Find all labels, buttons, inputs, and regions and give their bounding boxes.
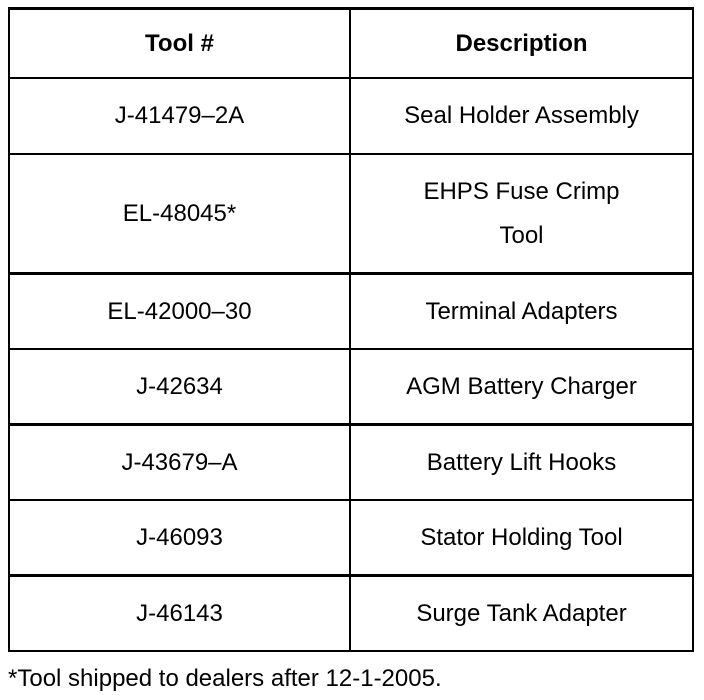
table-row bbox=[9, 349, 693, 425]
table-row bbox=[9, 500, 693, 576]
table-row bbox=[9, 154, 693, 274]
description-cell: Battery Lift Hooks bbox=[350, 425, 693, 501]
header-description: Description bbox=[350, 9, 693, 79]
footnote: *Tool shipped to dealers after 12-1-2005. bbox=[8, 665, 442, 692]
description-text: EHPS Fuse Crimp Tool bbox=[423, 177, 620, 249]
table-row bbox=[9, 274, 693, 350]
tool-number-cell: EL-42000–30 bbox=[9, 274, 350, 350]
header-tool-number: Tool # bbox=[9, 9, 350, 79]
tool-number-cell: J-46093 bbox=[9, 500, 350, 576]
description-cell: Terminal Adapters bbox=[350, 274, 693, 350]
table-row bbox=[9, 78, 693, 154]
description-cell: AGM Battery Charger bbox=[350, 349, 693, 425]
tool-number-cell: J-41479–2A bbox=[9, 78, 350, 154]
description-cell bbox=[350, 154, 693, 274]
tool-number-cell: J-43679–A bbox=[9, 425, 350, 501]
tool-number-cell: J-46143 bbox=[9, 576, 350, 652]
description-cell: Surge Tank Adapter bbox=[350, 576, 693, 652]
description-cell: Stator Holding Tool bbox=[350, 500, 693, 576]
tool-number-cell: EL-48045* bbox=[9, 154, 350, 274]
table-row bbox=[9, 425, 693, 501]
tool-number-cell: J-42634 bbox=[9, 349, 350, 425]
table-header-row bbox=[9, 9, 693, 79]
description-cell: Seal Holder Assembly bbox=[350, 78, 693, 154]
table-row bbox=[9, 576, 693, 652]
tools-table bbox=[8, 7, 694, 652]
